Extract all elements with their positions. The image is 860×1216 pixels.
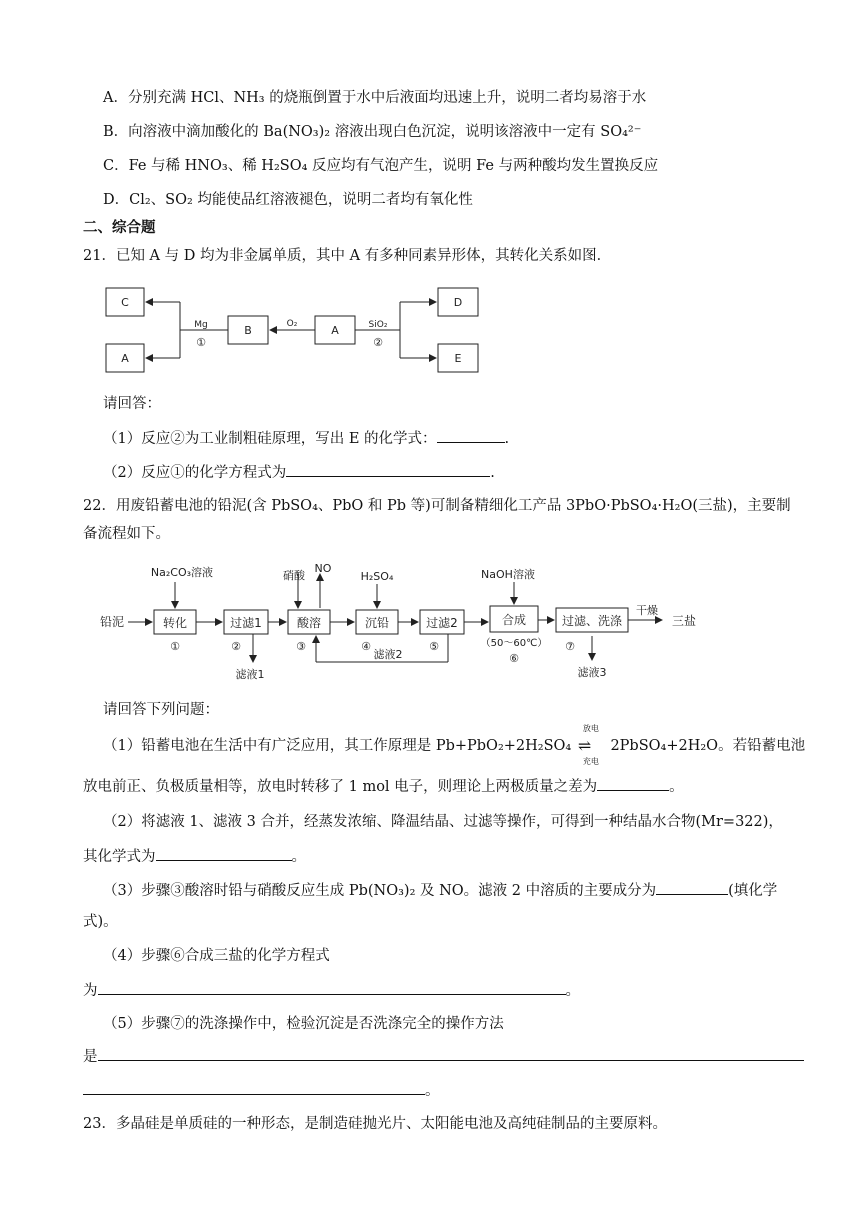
flow-filtrate2: 滤液2 (373, 648, 403, 661)
q22-part4-line1: （4）步骤⑥合成三盐的化学方程式 (103, 948, 330, 964)
q22-part5-line1: （5）步骤⑦的洗涤操作中，检验沉淀是否洗涤完全的操作方法 (103, 1016, 504, 1032)
q22-part5-line3: 。 (83, 1080, 440, 1101)
q23-stem: 23．多晶硅是单质硅的一种形态，是制造硅抛光片、太阳能电池及高纯硅制品的主要原料。 (83, 1116, 667, 1132)
flow-dry: 干燥 (636, 604, 658, 617)
flow-step2: 过滤1 (230, 616, 262, 630)
answer-blank[interactable] (286, 462, 490, 477)
flow-step4: 沉铅 (364, 616, 390, 630)
q21-stem: 21．已知 A 与 D 均为非金属单质，其中 A 有多种同素异形体，其转化关系如图． (83, 248, 612, 264)
flow-hno3: 硝酸 (283, 569, 305, 582)
flow-filtrate1: 滤液1 (235, 668, 265, 681)
answer-blank[interactable] (437, 428, 505, 443)
flow-num6: ⑥ (509, 652, 519, 665)
flow-num5: ⑤ (429, 640, 439, 653)
box-c-label: C (121, 296, 129, 309)
flow-num4: ④ (361, 640, 371, 653)
option-b: B．向溶液中滴加酸化的 Ba(NO₃)₂ 溶液出现白色沉淀，说明该溶液中一定有 SO₄²⁻ (103, 124, 642, 140)
label-step1: ① (196, 336, 206, 349)
box-e-label: E (454, 352, 462, 365)
q22-stem-line1: 22．用废铅蓄电池的铅泥(含 PbSO₄、PbO 和 Pb 等)可制备精细化工产品 3PbO·PbSO₄·H₂O(三盐)，主要制 (83, 498, 791, 514)
q22-part3-line2: 式)。 (83, 914, 118, 930)
box-a-center-label: A (331, 324, 339, 337)
flow-step6: 合成 (501, 613, 527, 627)
q22-part4-line2: 为 。 (83, 980, 580, 1001)
q22-flowchart (98, 560, 718, 690)
q21-diagram (100, 282, 490, 378)
flow-start: 铅泥 (99, 615, 125, 629)
answer-blank[interactable] (156, 846, 292, 861)
q22-part3-line1: （3）步骤③酸溶时铅与硝酸反应生成 Pb(NO₃)₂ 及 NO。滤液 2 中溶质的主要成分为 (填化学 (103, 880, 777, 901)
q21-prompt: 请回答： (103, 396, 161, 412)
answer-blank[interactable] (656, 880, 728, 895)
flow-end: 三盐 (671, 614, 697, 628)
flow-step1: 转化 (162, 616, 188, 630)
flow-filtrate3: 滤液3 (577, 666, 607, 679)
answer-blank[interactable] (83, 1080, 425, 1095)
flow-step5: 过滤2 (426, 616, 458, 630)
flow-num7: ⑦ (565, 640, 575, 653)
label-sio2: SiO₂ (368, 320, 388, 330)
answer-blank[interactable] (597, 776, 669, 791)
label-mg: Mg (194, 320, 208, 330)
flow-na2co3: Na₂CO₃溶液 (150, 566, 214, 579)
equilibrium-arrow: 放电 ⇌ 充电 (577, 724, 599, 766)
q22-prompt: 请回答下列问题： (103, 702, 219, 718)
q22-part1-line2: 放电前正、负极质量相等，放电时转移了 1 mol 电子，则理论上两极质量之差为 。 (83, 776, 684, 797)
label-o2: O₂ (286, 319, 298, 329)
q22-part2-line1: （2）将滤液 1、滤液 3 合并，经蒸发浓缩、降温结晶、过滤等操作，可得到一种结晶水合物(Mr=322)， (103, 814, 783, 830)
flow-num2: ② (231, 640, 241, 653)
option-d: D．Cl₂、SO₂ 均能使品红溶液褪色，说明二者均有氧化性 (103, 192, 473, 208)
flow-num1: ① (170, 640, 180, 653)
option-a: A．分别充满 HCl、NH₃ 的烧瓶倒置于水中后液面均迅速上升，说明二者均易溶于水 (103, 90, 647, 106)
answer-blank[interactable] (98, 980, 566, 995)
q21-part1: （1）反应②为工业制粗硅原理，写出 E 的化学式： . (103, 428, 509, 449)
flow-h2so4: H₂SO₄ (360, 570, 394, 583)
flow-step3: 酸溶 (296, 616, 322, 630)
flow-step7: 过滤、洗涤 (561, 614, 623, 628)
q22-part2-line2: 其化学式为 。 (83, 846, 306, 867)
flow-num3: ③ (296, 640, 306, 653)
q21-part2: （2）反应①的化学方程式为 . (103, 462, 495, 483)
q22-part5-line2: 是 (83, 1046, 804, 1067)
option-c: C．Fe 与稀 HNO₃、稀 H₂SO₄ 反应均有气泡产生，说明 Fe 与两种酸均发生置换反应 (103, 158, 659, 174)
answer-blank[interactable] (98, 1046, 804, 1061)
box-a-left-label: A (121, 352, 129, 365)
label-step2: ② (373, 336, 383, 349)
flow-cond6: （50～60℃） (480, 638, 548, 649)
q22-part1-line1: （1）铅蓄电池在生活中有广泛应用，其工作原理是 Pb+PbO₂+2H₂SO₄ 放电 ⇌ 充电 2PbSO₄+2H₂O。若铅蓄电池 (103, 724, 806, 766)
box-b-label: B (244, 324, 252, 337)
box-d-label: D (453, 296, 463, 309)
q22-stem-line2: 备流程如下。 (83, 526, 170, 542)
flow-no: NO (314, 562, 332, 575)
section-title: 二、综合题 (83, 220, 156, 236)
flow-naoh: NaOH溶液 (481, 568, 535, 581)
